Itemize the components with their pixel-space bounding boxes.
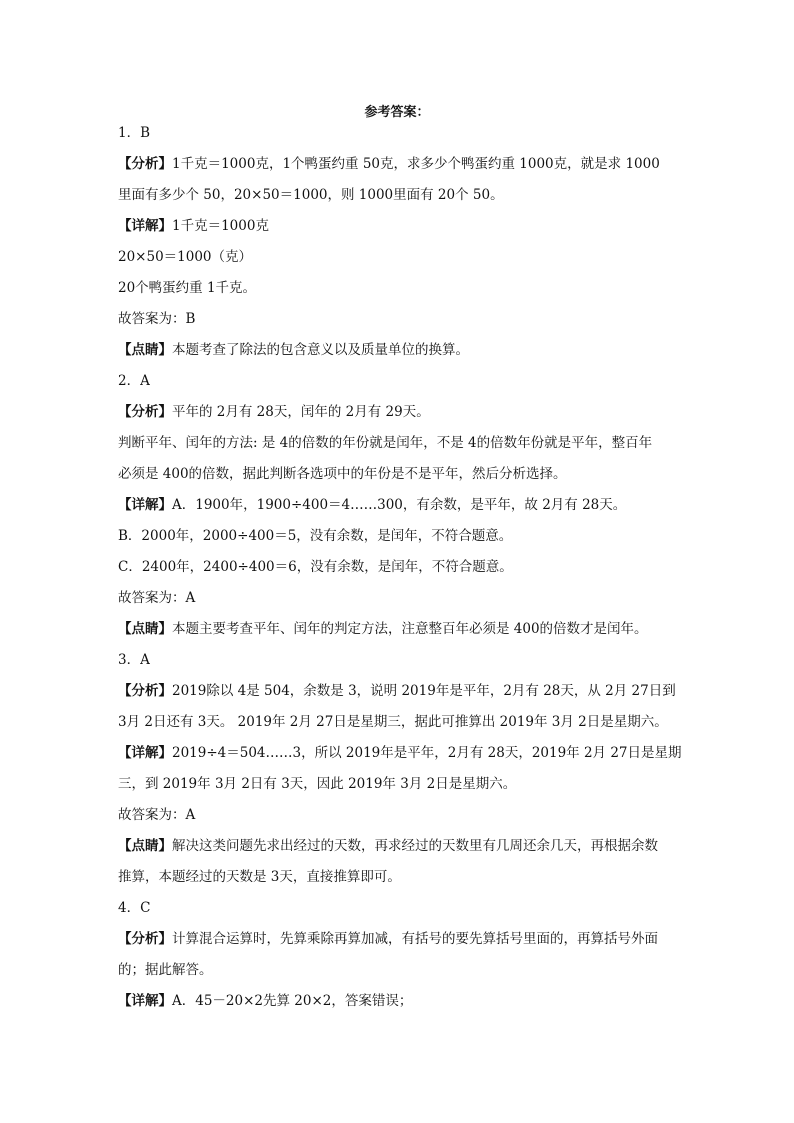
section-tag: 【点睛】 — [118, 838, 172, 854]
line-text: 平年的 2月有 28天，闰年的 2月有 29天。 — [172, 404, 430, 420]
line-text: 必须是 400的倍数，据此判断各选项中的年份是不是平年，然后分析选择。 — [118, 466, 567, 482]
section-tag: 【详解】 — [118, 993, 172, 1009]
text-line — [118, 651, 678, 669]
section-tag: 【分析】 — [118, 931, 172, 947]
line-text: 故答案为：A — [118, 807, 196, 823]
text-line — [118, 930, 678, 948]
section-tag: 【分析】 — [118, 404, 172, 420]
line-text: B．2000年，2000÷400＝5，没有余数，是闰年，不符合题意。 — [118, 528, 513, 544]
section-tag: 【点睛】 — [118, 621, 172, 637]
line-text: 2．A — [118, 373, 150, 389]
line-text: 20×50＝1000（克） — [118, 249, 253, 265]
line-text: 推算，本题经过的天数是 3天，直接推算即可。 — [118, 869, 401, 885]
line-text: 本题主要考查平年、闰年的判定方法，注意整百年必须是 400的倍数才是闰年。 — [172, 621, 648, 637]
text-line — [118, 682, 678, 700]
text-line — [118, 713, 678, 731]
text-line — [118, 992, 678, 1010]
line-text: 20个鸭蛋约重 1千克。 — [118, 280, 257, 296]
section-tag: 【分析】 — [118, 683, 172, 699]
line-text: 1千克＝1000克 — [172, 218, 269, 234]
text-line — [118, 837, 678, 855]
line-text: 三，到 2019年 3月 2日有 3天，因此 2019年 3月 2日是星期六。 — [118, 776, 517, 792]
text-line — [118, 217, 678, 235]
text-line — [118, 744, 682, 762]
text-line — [118, 403, 678, 421]
text-line — [118, 248, 678, 266]
line-text: 解决这类问题先求出经过的天数，再求经过的天数里有几周还余几天，再根据余数 — [172, 838, 658, 854]
text-line — [118, 124, 678, 142]
text-line — [118, 496, 678, 514]
text-line — [118, 620, 678, 638]
line-text: 里面有多少个 50，20×50＝1000，则 1000里面有 20个 50。 — [118, 187, 504, 203]
text-line — [118, 279, 678, 297]
text-line — [118, 434, 678, 452]
section-tag: 【分析】 — [118, 156, 172, 172]
text-line — [118, 465, 678, 483]
line-text: 3．A — [118, 652, 150, 668]
line-text: 故答案为：A — [118, 590, 196, 606]
text-line — [118, 155, 678, 173]
line-text: 3月 2日还有 3天。 2019年 2月 27日是星期三，据此可推算出 2019年 3月 2日是星期六。 — [118, 714, 668, 730]
text-line — [118, 868, 678, 886]
section-tag: 【详解】 — [118, 497, 172, 513]
text-line — [118, 527, 678, 545]
line-text: 1．B — [118, 125, 151, 141]
line-text: 故答案为：B — [118, 311, 196, 327]
line-text: 计算混合运算时，先算乘除再算加减，有括号的要先算括号里面的，再算括号外面 — [172, 931, 658, 947]
section-tag: 【详解】 — [118, 218, 172, 234]
line-text: 2019÷4＝504……3，所以 2019年是平年，2月有 28天，2019年 2月 27日是星期 — [172, 745, 682, 761]
text-line — [118, 806, 678, 824]
line-text: 本题考查了除法的包含意义以及质量单位的换算。 — [172, 342, 469, 358]
line-text: 2019除以 4是 504，余数是 3，说明 2019年是平年，2月有 28天，从 2月 27日到 — [172, 683, 676, 699]
text-line — [118, 310, 678, 328]
line-text: 4．C — [118, 900, 151, 916]
text-line — [118, 372, 678, 390]
text-line — [118, 341, 678, 359]
line-text: C．2400年，2400÷400＝6，没有余数，是闰年，不符合题意。 — [118, 559, 513, 575]
text-line — [118, 589, 678, 607]
line-text: 判断平年、闰年的方法: 是 4的倍数的年份就是闰年，不是 4的倍数年份就是平年，整百年 — [118, 435, 653, 451]
text-line — [118, 899, 678, 917]
text-line — [118, 961, 678, 979]
line-text: 1千克＝1000克，1个鸭蛋约重 50克，求多少个鸭蛋约重 1000克，就是求 1000 — [172, 156, 660, 172]
line-text: A．1900年，1900÷400＝4……300，有余数，是平年，故 2月有 28天。 — [172, 497, 627, 513]
line-text: 的；据此解答。 — [118, 962, 213, 978]
line-text: A．45－20×2先算 20×2，答案错误； — [172, 993, 413, 1009]
section-tag: 【点睛】 — [118, 342, 172, 358]
text-line — [118, 558, 678, 576]
section-tag: 【详解】 — [118, 745, 172, 761]
text-line — [118, 186, 678, 204]
text-line — [118, 775, 678, 793]
answer-title: 参考答案： — [364, 105, 430, 120]
